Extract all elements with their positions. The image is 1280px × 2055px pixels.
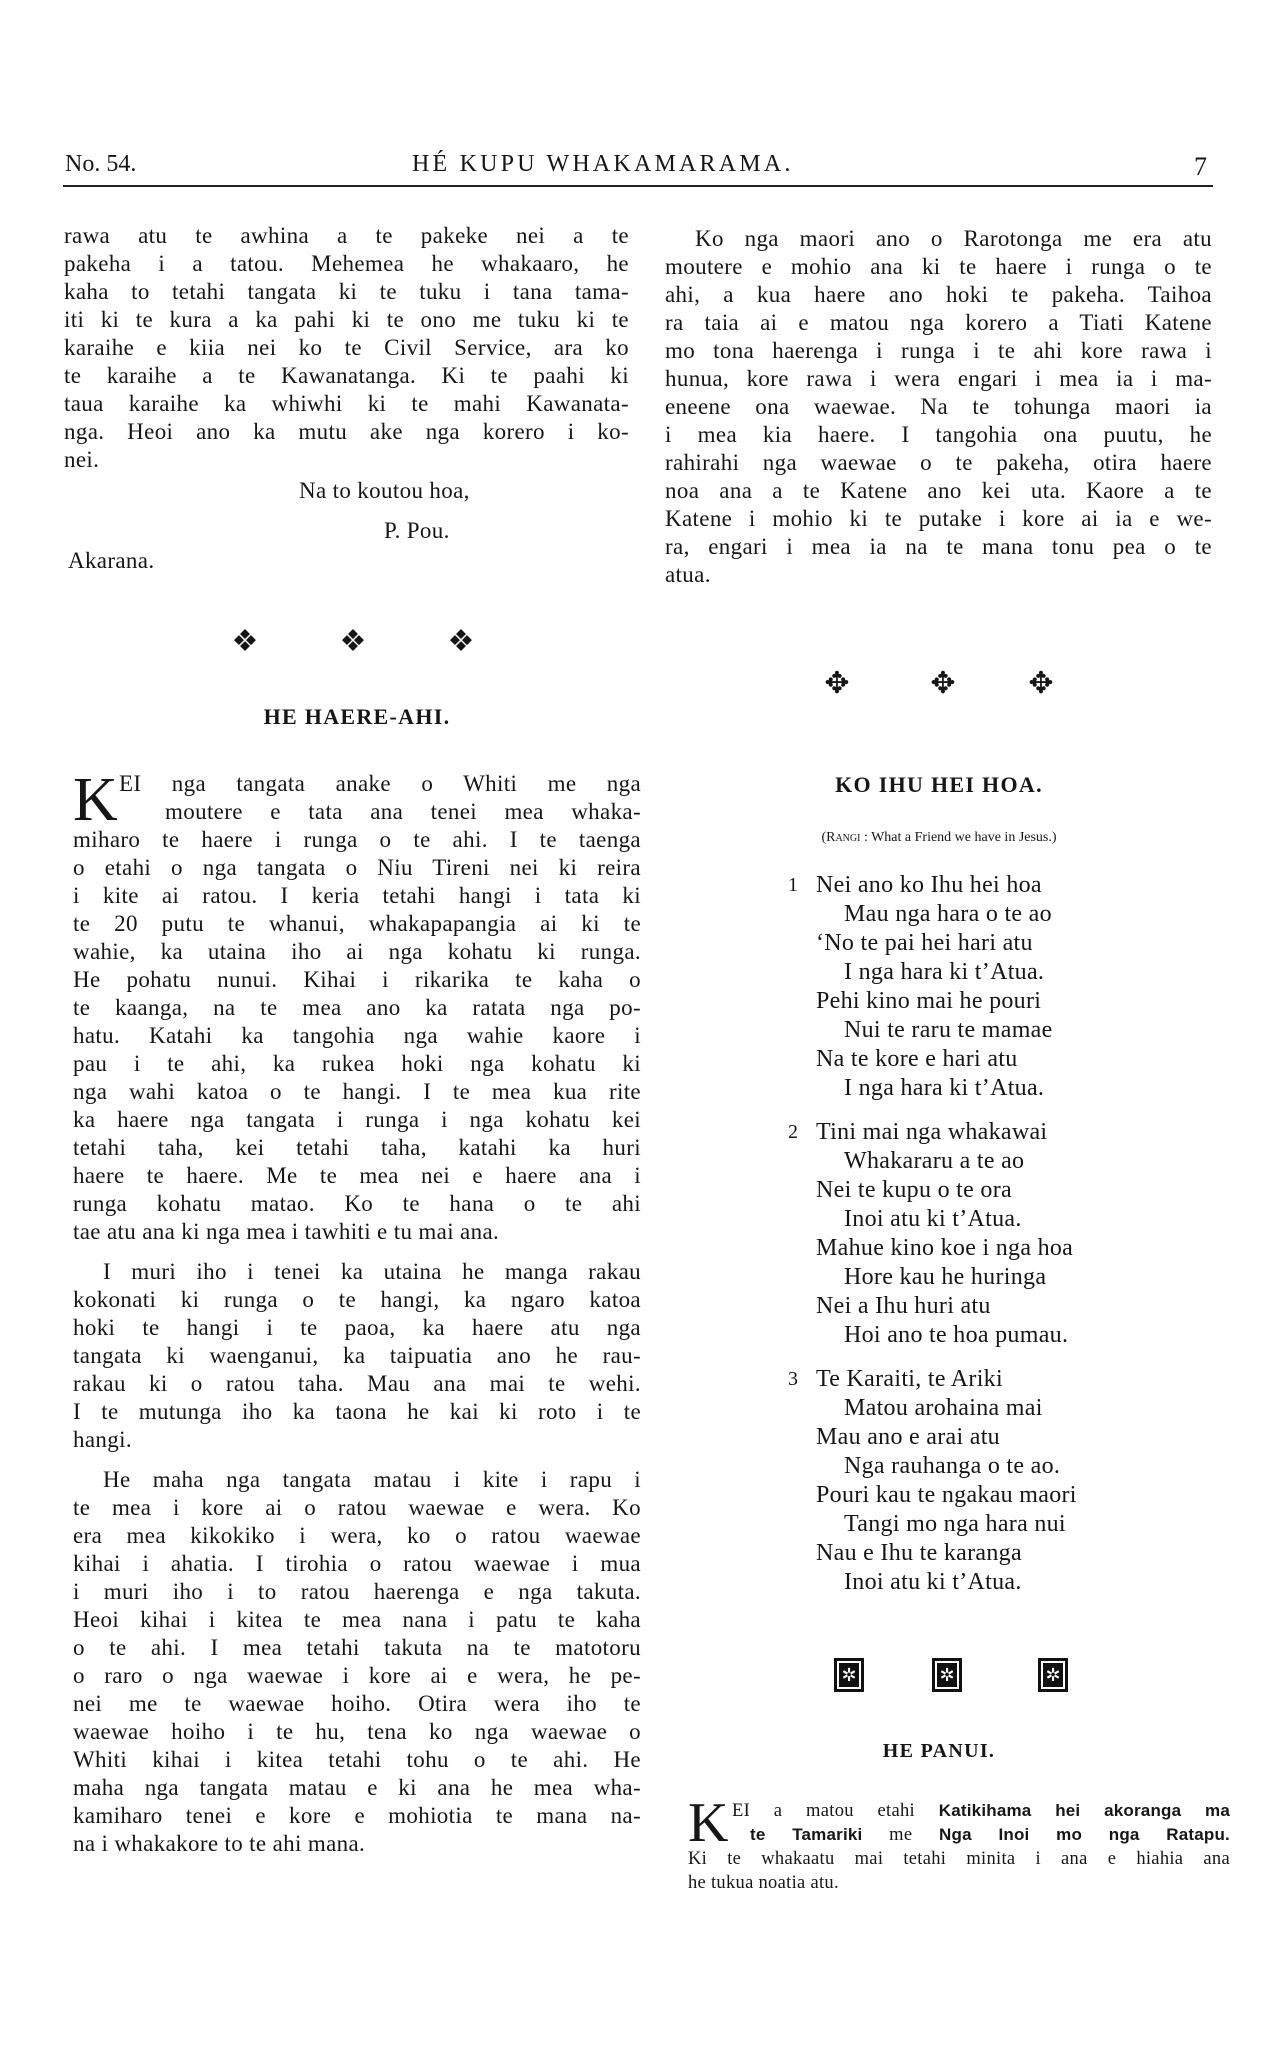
text-line: rakau ki o ratou taha. Mau ana mai te wehi.	[73, 1371, 641, 1396]
hymn-line: Hore kau he huringa	[844, 1264, 1047, 1290]
text-line: I muri iho i tenei ka utaina he manga rakau	[103, 1259, 641, 1284]
text-line: kamiharo tenei e kore e mohiotia te mana na-	[73, 1803, 641, 1828]
hymn-verse	[788, 1118, 1077, 1350]
text-line: hoki te hangi i te paoa, ka haere atu nga	[73, 1315, 641, 1340]
text-line: na i whakakore to te ahi mana.	[73, 1831, 366, 1856]
hymn-line: Na te kore e hari atu	[816, 1046, 1018, 1072]
text-line: runga kohatu matao. Ko te hana o te ahi	[73, 1191, 641, 1216]
text-line: kihai i ahatia. I tirohia o ratou waewae i mua	[73, 1551, 641, 1576]
hymn-line: Nau e Ihu te karanga	[816, 1540, 1022, 1566]
text-line: te kaanga, na te mea ano ka ratata nga po-	[73, 995, 641, 1020]
hymn-line: Matou arohaina mai	[844, 1395, 1043, 1421]
hymn-line: Inoi atu ki t’Atua.	[844, 1569, 1022, 1595]
page-number: 7	[1194, 152, 1207, 181]
text-line: mo tona haerenga i runga i te ahi kore rawa i	[665, 338, 1212, 363]
text-line: moutere e tata ana tenei mea whaka-	[165, 799, 641, 824]
hymn-line: Hoi ano te hoa pumau.	[844, 1322, 1069, 1348]
diamond-cross-ornament-icon: ❖	[231, 625, 259, 658]
text-line: tae atu ana ki nga mea i tawhiti e tu mai ana.	[73, 1219, 500, 1244]
text-line: hatu. Katahi ka tangohia nga wahie kaore i	[73, 1023, 641, 1048]
hymn-line: Nui te raru te mamae	[844, 1017, 1053, 1043]
text-line: haere te haere. Me te mea nei e haere ana i	[73, 1163, 641, 1188]
text-line: Whiti kihai i kitea tetahi tohu o te ahi. He	[73, 1747, 641, 1772]
text-line: karaihe e kiia nei ko te Civil Service, ara ko	[64, 335, 629, 360]
text-line	[688, 1847, 1230, 1871]
hymn-line: Inoi atu ki t’Atua.	[844, 1206, 1022, 1232]
paragraph	[73, 1258, 641, 1454]
hymn-tune	[821, 830, 1056, 846]
notice-title: HE PANUI.	[882, 1740, 996, 1762]
text-line	[688, 1799, 1230, 1823]
hymn-verse	[788, 871, 1077, 1103]
hymn-line: I nga hara ki t’Atua.	[844, 959, 1045, 985]
text-line: tangata ki waenganui, ka taipuatia ano he rau-	[73, 1343, 641, 1368]
drop-cap: K	[73, 766, 119, 834]
text-line: te 20 putu te whanui, whakapapangia ai ki te	[73, 911, 641, 936]
text-line: atua.	[665, 562, 711, 587]
text-line: ka haere nga tangata i runga i nga kohatu kei	[73, 1107, 641, 1132]
hymn-line: I nga hara ki t’Atua.	[844, 1075, 1045, 1101]
boxed-flower-ornament-icon: ✲	[834, 1658, 864, 1692]
text-line: o etahi o nga tangata o Niu Tireni nei ki reira	[73, 855, 641, 880]
boxed-flower-ornament-icon: ✲	[1038, 1658, 1068, 1692]
hymn-line: Pouri kau te ngakau maori	[816, 1482, 1077, 1508]
text-line: pakeha i a tatou. Mehemea he whakaaro, he	[64, 251, 629, 276]
text-line: hangi.	[73, 1427, 132, 1452]
article-continuation	[665, 225, 1212, 589]
text-line: He maha nga tangata matau i kite i rapu i	[103, 1467, 641, 1492]
article-title: HE HAERE-AHI.	[263, 704, 451, 729]
hymn-line: Tini mai nga whakawai	[816, 1119, 1048, 1145]
cross-pattee-ornament-icon: ✥	[930, 667, 956, 700]
diamond-cross-ornament-icon: ❖	[339, 625, 367, 658]
letter-signoff: Na to koutou hoa,	[299, 478, 470, 503]
text-line: miharo te haere i runga o te ahi. I te taenga	[73, 827, 641, 852]
text-line: era mea kikokiko i wera, ko o ratou waewae	[73, 1523, 641, 1548]
letter-place: Akarana.	[68, 548, 155, 573]
hymn-line: Whakararu a te ao	[844, 1148, 1025, 1174]
text-line: kokonati ki runga o te hangi, ka ngaro katoa	[73, 1287, 641, 1312]
text-line: rawa atu te awhina a te pakeke nei a te	[64, 223, 629, 248]
text-line: ra, engari i mea ia na te mana tonu pea o te	[665, 534, 1212, 559]
hymn-line: Nga rauhanga o te ao.	[844, 1453, 1061, 1479]
text-line: i muri iho i to ratou haerenga e nga takuta.	[73, 1579, 641, 1604]
tune-text: What a Friend we have in Jesus.)	[871, 830, 1057, 845]
hymn-line: Mahue kino koe i nga hoa	[816, 1235, 1074, 1261]
header-rule	[63, 185, 1213, 187]
text-line: te mea i kore ai o ratou waewae e wera. Ko	[73, 1495, 641, 1520]
hymn-verses	[788, 871, 1077, 1597]
bold-text: te Tamariki	[750, 1825, 863, 1844]
text-line: Katene i mohio ki te putake i kore ai ia e we-	[665, 506, 1212, 531]
text-line: ahi, a kua haere ano hoki te pakeha. Taihoa	[665, 282, 1212, 307]
bold-text: Nga Inoi mo nga Ratapu.	[939, 1825, 1230, 1844]
tune-label: (Rangi :	[821, 830, 868, 845]
notice-body	[688, 1792, 1230, 1895]
letter-signature: P. Pou.	[384, 518, 450, 543]
drop-cap: K	[688, 1792, 729, 1854]
text-line: tetahi taha, kei tetahi taha, katahi ka huri	[73, 1135, 641, 1160]
text-line: nei me te waewae hoiho. Otira wera iho te	[73, 1691, 641, 1716]
text-line: Heoi kihai i kitea te mea nana i patu te kaha	[73, 1607, 641, 1632]
hymn-line: Nei te kupu o te ora	[816, 1177, 1012, 1203]
paragraph	[73, 1466, 641, 1858]
hymn-line: Mau ano e arai atu	[816, 1424, 1000, 1450]
hymn-title: KO IHU HEI HOA.	[835, 772, 1043, 797]
paragraph	[73, 766, 641, 1246]
text-line: wahie, ka utaina iho ai nga kohatu ki runga.	[73, 939, 641, 964]
text-line: iti ki te kura a ka pahi ki te ono me tuku ki te	[64, 307, 629, 332]
hymn-line: Nei ano ko Ihu hei hoa	[816, 872, 1042, 898]
hymn-line: Tangi mo nga hara nui	[844, 1511, 1066, 1537]
text-line: He pohatu nunui. Kihai i rikarika te kaha o	[73, 967, 641, 992]
text-line: hunua, kore rawa i wera engari i mea ia i ma-	[665, 366, 1212, 391]
text-segment: he tukua noatia atu.	[688, 1873, 839, 1893]
text-line: taua karaihe ka whiwhi ki te mahi Kawanata-	[64, 391, 629, 416]
hymn-line: Te Karaiti, te Ariki	[816, 1366, 1003, 1392]
bold-text: Katikihama hei akoranga ma	[938, 1801, 1230, 1820]
text-line: i kite ai ratou. I keria tetahi hangi i tata ki	[73, 883, 641, 908]
text-line: te karaihe a te Kawanatanga. Ki te paahi ki	[64, 363, 629, 388]
text-line: i mea kia haere. I tangohia ona puutu, he	[665, 422, 1212, 447]
letter-continuation	[64, 222, 629, 474]
hymn-line: Mau nga hara o te ao	[844, 901, 1052, 927]
hymn-line: ‘No te pai hei hari atu	[816, 930, 1033, 956]
hymn-line: Pehi kino mai he pouri	[816, 988, 1042, 1014]
text-line: I te mutunga iho ka taona he kai ki roto i te	[73, 1399, 641, 1424]
text-segment: Ki te whakaatu mai tetahi minita i ana e hiahia ana	[688, 1849, 1230, 1869]
cross-pattee-ornament-icon: ✥	[1028, 667, 1054, 700]
text-line: moutere e mohio ana ki te haere i runga o te	[665, 254, 1212, 279]
text-line: eneene ona waewae. Na te tohunga maori ia	[665, 394, 1212, 419]
text-line: Ko nga maori ano o Rarotonga me era atu	[695, 226, 1212, 251]
text-line: rahirahi nga waewae o te pakeha, otira haere	[665, 450, 1212, 475]
verse-number: 2	[788, 1121, 799, 1143]
verse-number: 1	[788, 874, 799, 896]
text-segment: EI a matou etahi	[732, 1801, 939, 1821]
text-line: noa ana a te Katene ano kei uta. Kaore a te	[665, 478, 1212, 503]
text-line: nga wahi katoa o te hangi. I te mea kua rite	[73, 1079, 641, 1104]
hymn-verse	[788, 1365, 1077, 1597]
text-line: kaha to tetahi tangata ki te tuku i tana tama-	[64, 279, 629, 304]
text-line: o te ahi. I mea tetahi takuta na te matotoru	[73, 1635, 641, 1660]
diamond-cross-ornament-icon: ❖	[447, 625, 475, 658]
text-segment: me	[862, 1825, 940, 1845]
text-line: pau i te ahi, ka rukea hoki nga kohatu ki	[73, 1051, 641, 1076]
text-line: EI nga tangata anake o Whiti me nga	[119, 771, 641, 796]
text-line	[688, 1823, 1230, 1847]
hymn-line: Nei a Ihu huri atu	[816, 1293, 991, 1319]
boxed-flower-ornament-icon: ✲	[932, 1658, 962, 1692]
text-line: nei.	[64, 447, 100, 472]
running-title: HÉ KUPU WHAKAMARAMA.	[412, 151, 794, 177]
text-line: maha nga tangata matau e ki ana he mea wha-	[73, 1775, 641, 1800]
article-body	[73, 766, 641, 1858]
text-line: nga. Heoi ano ka mutu ake nga korero i ko-	[64, 419, 629, 444]
cross-pattee-ornament-icon: ✥	[824, 667, 850, 700]
text-line: ra taia ai e matou nga korero a Tiati Katene	[665, 310, 1212, 335]
text-line: waewae hoiho i te hu, tena ko nga waewae o	[73, 1719, 641, 1744]
issue-number: No. 54.	[65, 151, 137, 177]
text-line	[688, 1871, 1230, 1895]
text-line: o raro o nga waewae i kore ai e wera, he pe-	[73, 1663, 641, 1688]
verse-number: 3	[788, 1368, 799, 1390]
